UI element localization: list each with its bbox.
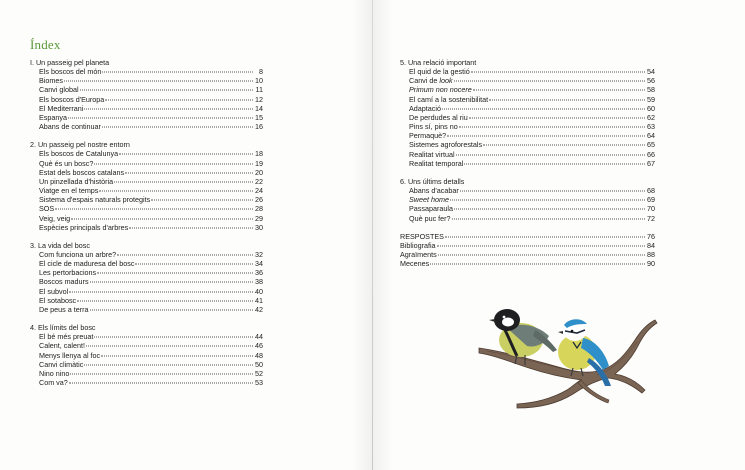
toc-entry[interactable] — [30, 287, 263, 296]
toc-entry[interactable] — [400, 232, 655, 241]
toc-page-number: 68 — [647, 186, 655, 196]
toc-dot-leader — [70, 373, 253, 374]
toc-dot-leader — [64, 81, 253, 82]
toc-dot-leader — [117, 254, 253, 255]
toc-entry[interactable] — [30, 159, 263, 168]
toc-section — [30, 58, 263, 131]
toc-entry-label: Bibliografia — [400, 240, 436, 250]
toc-dot-leader — [464, 163, 645, 164]
toc-page-number: 63 — [647, 122, 655, 132]
toc-dot-leader — [99, 191, 253, 192]
toc-entry-label: Sweet home — [409, 195, 449, 205]
toc-page-number: 72 — [647, 213, 655, 223]
toc-entry-label: Biomes — [39, 76, 63, 86]
toc-page-number: 65 — [647, 140, 655, 150]
toc-entry[interactable] — [30, 268, 263, 277]
toc-dot-leader — [84, 364, 253, 365]
toc-page-number: 14 — [255, 103, 263, 113]
toc-dot-leader — [80, 90, 253, 91]
toc-page-number: 67 — [647, 158, 655, 168]
toc-entry[interactable] — [30, 76, 263, 85]
toc-page-number: 26 — [255, 195, 263, 205]
toc-page-number: 56 — [647, 76, 655, 86]
toc-page-number: 69 — [647, 195, 655, 205]
toc-section-heading: 3. La vida del bosc — [30, 240, 90, 250]
toc-page-number: 52 — [255, 368, 263, 378]
toc-page-number: 54 — [647, 67, 655, 77]
toc-dot-leader — [454, 81, 645, 82]
toc-dot-leader — [456, 154, 645, 155]
toc-dot-leader — [69, 383, 253, 384]
toc-dot-leader — [105, 99, 253, 100]
toc-entry-label: Adaptació — [409, 103, 441, 113]
toc-entry[interactable] — [30, 360, 263, 369]
toc-entry[interactable] — [30, 85, 263, 94]
toc-section-heading: I. Un passeig pel planeta — [30, 58, 110, 67]
toc-page-number: 40 — [255, 286, 263, 296]
toc-entry-label: Les pertorbacions — [39, 268, 97, 278]
toc-page-number: 46 — [255, 341, 263, 351]
toc-entry-label: Canvi de look — [409, 76, 453, 86]
toc-entry-label: De perdudes al riu — [409, 112, 468, 122]
toc-page-number: 76 — [647, 231, 655, 241]
toc-page-number: 60 — [647, 103, 655, 113]
toc-page-number: 38 — [255, 277, 263, 287]
toc-dot-leader — [68, 117, 253, 118]
toc-page-number: 48 — [255, 350, 263, 360]
toc-entry[interactable] — [30, 177, 263, 186]
toc-entry[interactable] — [400, 150, 655, 159]
toc-dot-leader — [55, 209, 253, 210]
toc-entry-label: El quid de la gestió — [409, 67, 470, 77]
toc-entry-label: El cicle de maduresa del bosc — [39, 259, 135, 269]
toc-page-number: 53 — [255, 378, 263, 387]
toc-entry-label: Estat dels boscos catalans — [39, 167, 125, 177]
toc-entry[interactable] — [30, 250, 263, 259]
toc-dot-leader — [102, 127, 253, 128]
toc-page-number: 22 — [255, 176, 263, 186]
toc-dot-leader — [151, 200, 253, 201]
toc-entry[interactable] — [30, 378, 263, 387]
toc-entry-label: El camí a la sostenibilitat — [409, 94, 489, 104]
toc-entry[interactable] — [400, 259, 655, 268]
toc-entry[interactable] — [30, 332, 263, 341]
toc-page-number: 32 — [255, 249, 263, 259]
toc-entry-label: Abans de continuar — [39, 122, 101, 132]
toc-entry-label: SOS — [39, 204, 55, 214]
toc-entry[interactable] — [400, 214, 655, 223]
toc-entry[interactable] — [400, 140, 655, 149]
toc-section — [400, 232, 655, 269]
toc-page-number: 18 — [255, 149, 263, 159]
toc-page-number: 12 — [255, 94, 263, 104]
toc-page-number: 24 — [255, 186, 263, 196]
toc-page-number: 10 — [255, 76, 263, 86]
toc-entry-label: Sistemes agroforestals — [409, 140, 483, 150]
toc-dot-leader — [102, 72, 253, 73]
toc-entry[interactable] — [400, 159, 655, 168]
toc-page-number: 50 — [255, 359, 263, 369]
toc-page-number: 58 — [647, 85, 655, 95]
toc-entry[interactable] — [400, 250, 655, 259]
gutter-shadow-right — [373, 0, 393, 470]
toc-dot-leader — [460, 191, 645, 192]
toc-dot-leader — [452, 218, 645, 219]
toc-page-number: 11 — [255, 85, 263, 95]
toc-entry-label: Menys llenya al foc — [39, 350, 101, 360]
toc-entry[interactable] — [30, 186, 263, 195]
toc-entry[interactable] — [30, 122, 263, 131]
toc-page-number: 36 — [255, 268, 263, 278]
toc-dot-leader — [438, 254, 645, 255]
toc-page-number: 20 — [255, 167, 263, 177]
toc-page-number: 42 — [255, 304, 263, 314]
toc-entry-label: Boscos madurs — [39, 277, 89, 287]
toc-entry[interactable] — [30, 296, 263, 305]
toc-section-heading: 2. Un passeig pel nostre entorn — [30, 140, 130, 150]
toc-section-heading: 6. Uns últims detalls — [400, 176, 465, 186]
toc-dot-leader — [430, 264, 645, 265]
book-gutter — [372, 0, 373, 470]
toc-left-column — [30, 58, 263, 396]
toc-page-number: 44 — [255, 332, 263, 342]
toc-entry-label: Agraïments — [400, 249, 437, 259]
toc-dot-leader — [454, 209, 645, 210]
toc-entry-label: Nino nino — [39, 368, 70, 378]
toc-entry-label: Què puc fer? — [409, 213, 451, 223]
toc-entry-label: El subvol — [39, 286, 69, 296]
toc-entry-label: Sistema d'espais naturals protegits — [39, 195, 151, 205]
toc-dot-leader — [77, 300, 253, 301]
toc-dot-leader — [442, 108, 645, 109]
toc-dot-leader — [71, 218, 253, 219]
toc-dot-leader — [69, 291, 253, 292]
toc-section-heading: 4. Els límits del bosc — [30, 323, 96, 333]
toc-dot-leader — [459, 127, 645, 128]
toc-entry-label: Primum non nocere — [409, 85, 472, 95]
toc-entry[interactable] — [30, 223, 263, 232]
toc-dot-leader — [447, 136, 645, 137]
toc-dot-leader — [469, 117, 645, 118]
toc-page-number: 90 — [647, 259, 655, 269]
toc-dot-leader — [119, 154, 253, 155]
toc-dot-leader — [471, 72, 645, 73]
toc-entry[interactable] — [30, 168, 263, 177]
toc-section — [400, 58, 655, 168]
toc-page-number: 29 — [255, 213, 263, 223]
toc-page-number: 64 — [647, 131, 655, 141]
toc-dot-leader — [101, 355, 253, 356]
toc-dot-leader — [94, 163, 253, 164]
toc-page-number: 16 — [255, 122, 263, 132]
toc-dot-leader — [489, 99, 645, 100]
toc-dot-leader — [94, 337, 253, 338]
toc-page-number: 28 — [255, 204, 263, 214]
toc-entry-label: El bé més preuat — [39, 332, 94, 342]
toc-entry[interactable] — [30, 67, 263, 76]
toc-entry[interactable] — [400, 85, 655, 94]
toc-entry[interactable] — [400, 241, 655, 250]
toc-page-number: 70 — [647, 204, 655, 214]
toc-section — [30, 323, 263, 387]
toc-entry-label: Viatge en el temps — [39, 186, 99, 196]
toc-right-column — [400, 58, 655, 277]
toc-entry-label: Espècies principals d'arbres — [39, 222, 129, 232]
toc-dot-leader — [450, 200, 645, 201]
toc-entry-label: Passaparaula — [409, 204, 453, 214]
toc-dot-leader — [84, 108, 253, 109]
toc-dot-leader — [125, 172, 253, 173]
toc-entry-label: Canvi global — [39, 85, 79, 95]
toc-entry[interactable] — [400, 204, 655, 213]
toc-entry[interactable] — [30, 149, 263, 158]
toc-entry[interactable] — [30, 277, 263, 286]
toc-page-number: 19 — [255, 158, 263, 168]
toc-page-number: 66 — [647, 149, 655, 159]
toc-page-number: 84 — [647, 240, 655, 250]
toc-entry-label: Què és un bosc? — [39, 158, 94, 168]
toc-section — [30, 241, 263, 314]
toc-entry[interactable] — [30, 113, 263, 122]
toc-entry-label: RESPOSTES — [400, 231, 444, 241]
toc-entry[interactable] — [30, 204, 263, 213]
toc-dot-leader — [135, 264, 253, 265]
toc-entry-label: Mecenes — [400, 259, 430, 269]
toc-entry-label: Els boscos de Catalunya — [39, 149, 119, 159]
toc-entry[interactable] — [400, 95, 655, 104]
toc-page-number: 15 — [255, 112, 263, 122]
toc-entry-label: Veig, veig — [39, 213, 71, 223]
toc-entry[interactable] — [30, 214, 263, 223]
toc-dot-leader — [114, 181, 253, 182]
toc-page-number: 62 — [647, 112, 655, 122]
toc-entry-label: Realitat temporal — [409, 158, 464, 168]
toc-entry[interactable] — [30, 305, 263, 314]
toc-entry-label: Realitat virtual — [409, 149, 455, 159]
toc-dot-leader — [483, 145, 645, 146]
toc-dot-leader — [445, 236, 645, 237]
toc-entry-label: De peus a terra — [39, 304, 89, 314]
toc-entry[interactable] — [400, 113, 655, 122]
toc-entry-label: Calent, calent! — [39, 341, 85, 351]
toc-dot-leader — [473, 90, 645, 91]
toc-entry[interactable] — [400, 195, 655, 204]
toc-entry-label: El sotabosc — [39, 295, 77, 305]
toc-entry[interactable] — [30, 195, 263, 204]
toc-dot-leader — [129, 227, 253, 228]
toc-entry-label: Els boscos del món — [39, 67, 102, 77]
gutter-shadow-left — [352, 0, 372, 470]
toc-entry-label: Com va? — [39, 378, 68, 387]
toc-entry[interactable] — [400, 76, 655, 85]
toc-section-heading: 5. Una relació important — [400, 58, 477, 67]
toc-dot-leader — [86, 346, 253, 347]
toc-page-number: 30 — [255, 222, 263, 232]
toc-entry-label: Pins sí, pins no — [409, 122, 458, 132]
toc-entry[interactable] — [30, 369, 263, 378]
toc-page-number: 8 — [259, 67, 263, 77]
birds-on-branch-illustration — [477, 300, 662, 410]
toc-entry-label: Els boscos d'Europa — [39, 94, 105, 104]
toc-entry-label: Espanya — [39, 112, 67, 122]
toc-page-number: 88 — [647, 249, 655, 259]
index-title: Índex — [30, 37, 61, 52]
toc-entry[interactable] — [30, 351, 263, 360]
toc-entry-label: Abans d'acabar — [409, 186, 459, 196]
toc-entry-label: Canvi climàtic — [39, 359, 84, 369]
toc-section — [30, 140, 263, 232]
toc-entry[interactable] — [400, 104, 655, 113]
toc-entry[interactable] — [30, 341, 263, 350]
toc-entry-label: Permaquè? — [409, 131, 447, 141]
toc-section — [400, 177, 655, 223]
toc-entry-label: Un pinzellada d'història — [39, 176, 114, 186]
toc-page-number: 34 — [255, 259, 263, 269]
toc-entry-label: El Mediterrani — [39, 103, 84, 113]
toc-entry[interactable] — [400, 131, 655, 140]
toc-entry[interactable] — [30, 259, 263, 268]
toc-entry[interactable] — [400, 122, 655, 131]
toc-dot-leader — [90, 309, 253, 310]
toc-page-number: 59 — [647, 94, 655, 104]
toc-entry[interactable] — [400, 67, 655, 76]
toc-entry-label: Com funciona un arbre? — [39, 249, 117, 259]
toc-dot-leader — [437, 245, 645, 246]
toc-entry[interactable] — [400, 186, 655, 195]
toc-page-number: 41 — [255, 295, 263, 305]
toc-dot-leader — [90, 282, 253, 283]
toc-entry[interactable] — [30, 104, 263, 113]
toc-dot-leader — [97, 273, 253, 274]
toc-entry[interactable] — [30, 95, 263, 104]
